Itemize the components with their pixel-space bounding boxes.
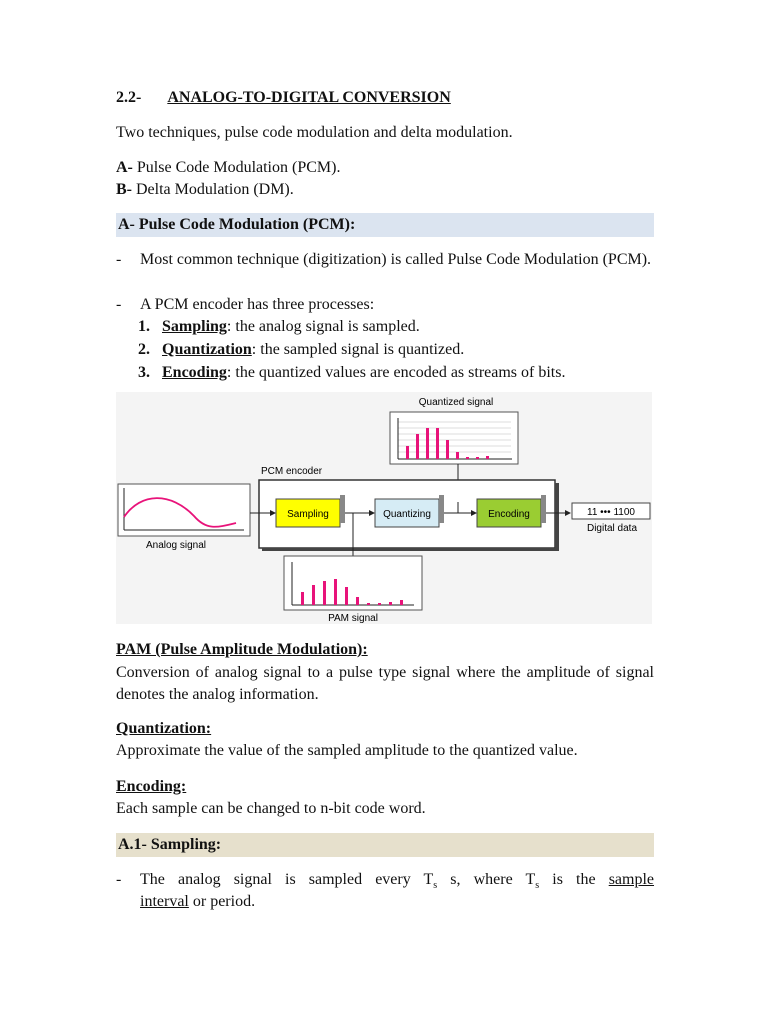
bullet-text-1: Most common technique (digitization) is called Pulse Code Modulation (PCM). bbox=[140, 251, 652, 268]
process-item-3 bbox=[138, 362, 565, 383]
process-item-1 bbox=[138, 316, 420, 337]
quantized-signal-box bbox=[390, 412, 518, 464]
technique-a-text: Pulse Code Modulation (PCM). bbox=[132, 159, 341, 176]
bullet-dash: - bbox=[116, 251, 122, 268]
sample-term: sample bbox=[608, 871, 655, 888]
process-item-2 bbox=[138, 339, 464, 360]
bullet-dash: - bbox=[116, 296, 122, 313]
technique-a-letter: A- bbox=[116, 159, 133, 176]
quantizing-block-label: Quantizing bbox=[383, 509, 431, 520]
quantization-title: Quantization: bbox=[116, 720, 212, 737]
process-number: 2. bbox=[138, 341, 150, 358]
process-term: Quantization bbox=[162, 341, 252, 358]
pam-signal-label: PAM signal bbox=[328, 613, 378, 624]
technique-b bbox=[116, 180, 294, 200]
pcm-encoder-label: PCM encoder bbox=[261, 466, 323, 477]
ts-subscript: s bbox=[433, 880, 438, 892]
encoding-block-label: Encoding bbox=[488, 509, 530, 520]
process-number: 1. bbox=[138, 318, 150, 335]
interval-term: interval bbox=[140, 893, 189, 910]
technique-a bbox=[116, 158, 340, 178]
process-desc: : the quantized values are encoded as streams of bits. bbox=[226, 364, 566, 381]
sampling-bullet-line2 bbox=[140, 891, 255, 913]
quantized-signal-label: Quantized signal bbox=[418, 397, 494, 408]
analog-signal-label: Analog signal bbox=[145, 540, 207, 551]
process-desc: : the sampled signal is quantized. bbox=[251, 341, 465, 358]
sampling-text-part3: is the bbox=[539, 871, 609, 888]
technique-b-letter: B- bbox=[116, 181, 132, 198]
sampling-text-part4: or period. bbox=[188, 893, 256, 910]
bullet-dash: - bbox=[116, 871, 122, 888]
section-a1-title: A.1- Sampling: bbox=[116, 833, 654, 857]
frame-shadow bbox=[555, 483, 559, 551]
process-number: 3. bbox=[138, 364, 150, 381]
section-heading bbox=[116, 88, 451, 108]
encoding-title: Encoding: bbox=[116, 778, 187, 795]
digital-data-label: Digital data bbox=[586, 523, 638, 534]
digital-data-value: 11 ••• 1100 bbox=[587, 507, 635, 518]
ts-subscript: s bbox=[535, 880, 540, 892]
sampling-block-label: Sampling bbox=[287, 509, 329, 520]
section-a-title: A- Pulse Code Modulation (PCM): bbox=[116, 213, 654, 237]
process-term: Sampling bbox=[162, 318, 227, 335]
heading-title: ANALOG-TO-DIGITAL CONVERSION bbox=[167, 89, 451, 106]
sampling-text-part1: The analog signal is sampled every T bbox=[140, 871, 434, 888]
quantization-text: Approximate the value of the sampled amplitude to the quantized value. bbox=[116, 742, 578, 759]
pam-title: PAM (Pulse Amplitude Modulation): bbox=[116, 641, 368, 658]
technique-b-text: Delta Modulation (DM). bbox=[132, 181, 294, 198]
encoding-text: Each sample can be changed to n-bit code word. bbox=[116, 800, 426, 817]
sampling-text-part2: s, where T bbox=[437, 871, 536, 888]
intro-text: Two techniques, pulse code modulation and delta modulation. bbox=[116, 124, 513, 141]
pam-text: Conversion of analog signal to a pulse type signal where the amplitude of signal denotes the analog information. bbox=[116, 664, 654, 703]
heading-number: 2.2- bbox=[116, 89, 142, 106]
process-desc: : the analog signal is sampled. bbox=[226, 318, 420, 335]
pcm-diagram bbox=[116, 392, 652, 624]
process-term: Encoding bbox=[162, 364, 227, 381]
bullet-text-2: A PCM encoder has three processes: bbox=[140, 296, 375, 313]
analog-signal-box bbox=[118, 484, 250, 536]
